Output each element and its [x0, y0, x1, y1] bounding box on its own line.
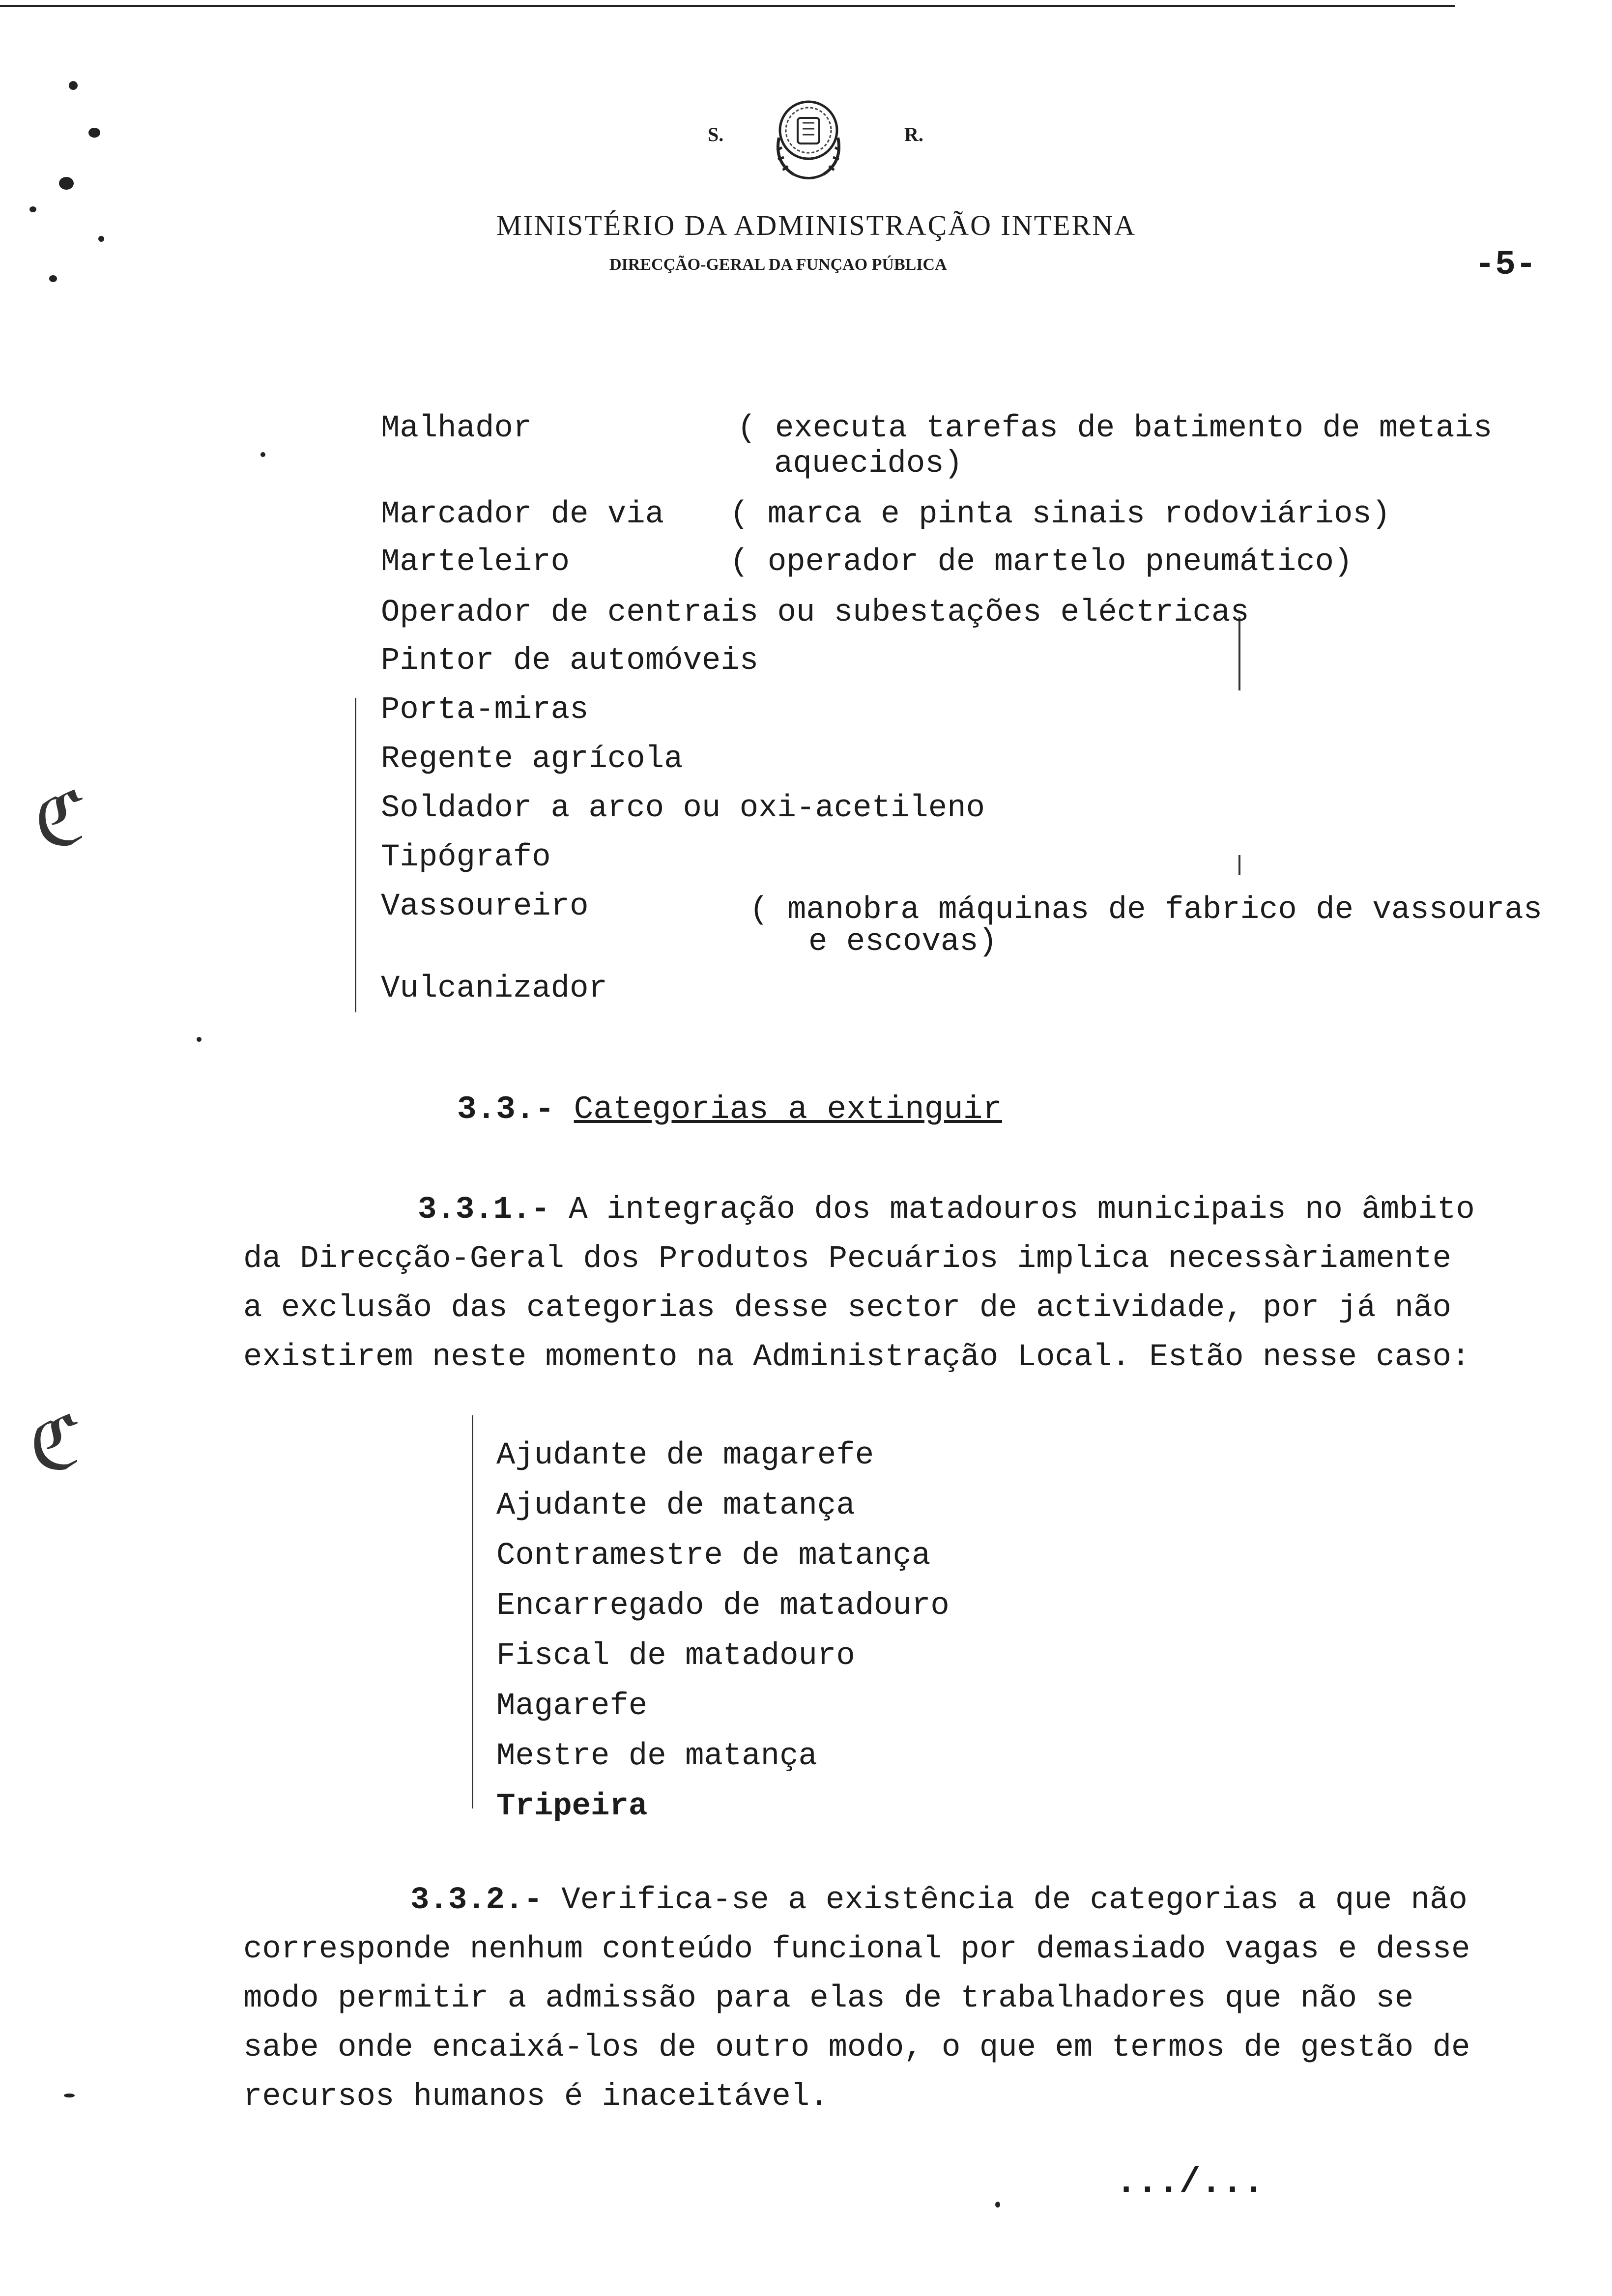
list-item: Contramestre de matança [496, 1538, 931, 1574]
list-item: Regente agrícola [381, 742, 683, 777]
paragraph-number: 3.3.1.- [418, 1192, 550, 1228]
paragraph-line [410, 1885, 1468, 1916]
paragraph-line: recursos humanos é inaceitável. [243, 2079, 829, 2115]
list-item: Operador de centrais ou subestações eléctricas [381, 595, 1249, 631]
continuation-marker: .../... [1116, 2162, 1265, 2203]
margin-doodle: ℭ [34, 776, 86, 862]
list-item: Magarefe [496, 1689, 648, 1724]
paragraph-line: sabe onde encaixá-los de outro modo, o que em termos de gestão de [243, 2030, 1470, 2066]
item-description: ( operador de martelo pneumático) [730, 545, 1353, 580]
list-item: Porta-miras [381, 692, 589, 728]
item-description: e escovas) [808, 924, 998, 960]
margin-line [472, 1415, 473, 1808]
paragraph-number: 3.3.2.- [410, 1883, 543, 1918]
item-description: aquecidos) [774, 446, 963, 482]
list-item: Malhador [381, 411, 532, 446]
list-item: Tipógrafo [381, 840, 551, 875]
margin-line [355, 698, 356, 1012]
page-number: -5- [1474, 246, 1537, 285]
list-item: Vassoureiro [381, 889, 589, 924]
list-item: Vulcanizador [381, 971, 607, 1006]
margin-doodle: ℭ [29, 1401, 82, 1486]
scan-speck [88, 128, 100, 138]
item-description: ( manobra máquinas de fabrico de vassouras [749, 892, 1543, 928]
list-item: Marcador de via [381, 497, 664, 532]
scan-speck [995, 2202, 1000, 2208]
scan-speck [49, 275, 57, 282]
paragraph-line: modo permitir a admissão para elas de trabalhadores que não se [243, 1981, 1414, 2016]
list-item: Soldador a arco ou oxi-acetileno [381, 791, 985, 826]
paragraph-text: A integração dos matadouros municipais no âmbito [569, 1192, 1475, 1228]
scan-speck [69, 81, 78, 90]
list-item: Tripeira [496, 1789, 648, 1824]
item-description: ( executa tarefas de batimento de metais [737, 411, 1493, 446]
list-item: Fiscal de matadouro [496, 1638, 855, 1674]
ministry-title: MINISTÉRIO DA ADMINISTRAÇÃO INTERNA [496, 209, 1137, 241]
coat-of-arms-emblem [764, 88, 853, 187]
list-item: Encarregado de matadouro [496, 1588, 950, 1624]
pencil-mark [1238, 855, 1240, 875]
item-description: ( marca e pinta sinais rodoviários) [730, 497, 1391, 532]
paragraph-line [418, 1194, 1475, 1226]
scan-speck [59, 177, 74, 190]
paragraph-text: Verifica-se a existência de categorias a que não [561, 1883, 1468, 1918]
paragraph-line: existirem neste momento na Administração Local. Estão nesse caso: [243, 1340, 1470, 1375]
directorate-title: DIRECÇÃO-GERAL DA FUNÇAO PÚBLICA [609, 256, 947, 274]
section-number: 3.3.- [457, 1091, 555, 1128]
top-edge-line [0, 5, 1455, 7]
scan-speck [29, 206, 36, 212]
scan-speck [64, 2094, 75, 2097]
list-item: Pintor de automóveis [381, 643, 759, 679]
paragraph-line: da Direcção-Geral dos Produtos Pecuários implica necessàriamente [243, 1241, 1451, 1277]
scan-speck [98, 236, 104, 242]
list-item: Ajudante de magarefe [496, 1438, 874, 1473]
paragraph-line: a exclusão das categorias desse sector de actividade, por já não [243, 1291, 1451, 1326]
section-title: Categorias a extinguir [574, 1091, 1002, 1128]
letterhead-right-letter: R. [904, 123, 923, 145]
list-item: Ajudante de matança [496, 1488, 855, 1523]
paragraph-line: corresponde nenhum conteúdo funcional por demasiado vagas e desse [243, 1932, 1470, 1967]
scan-speck [197, 1037, 202, 1042]
scan-speck [260, 452, 265, 457]
list-item: Marteleiro [381, 545, 570, 580]
letterhead-left-letter: S. [708, 123, 724, 145]
list-item: Mestre de matança [496, 1739, 817, 1774]
section-heading [457, 1091, 1002, 1128]
